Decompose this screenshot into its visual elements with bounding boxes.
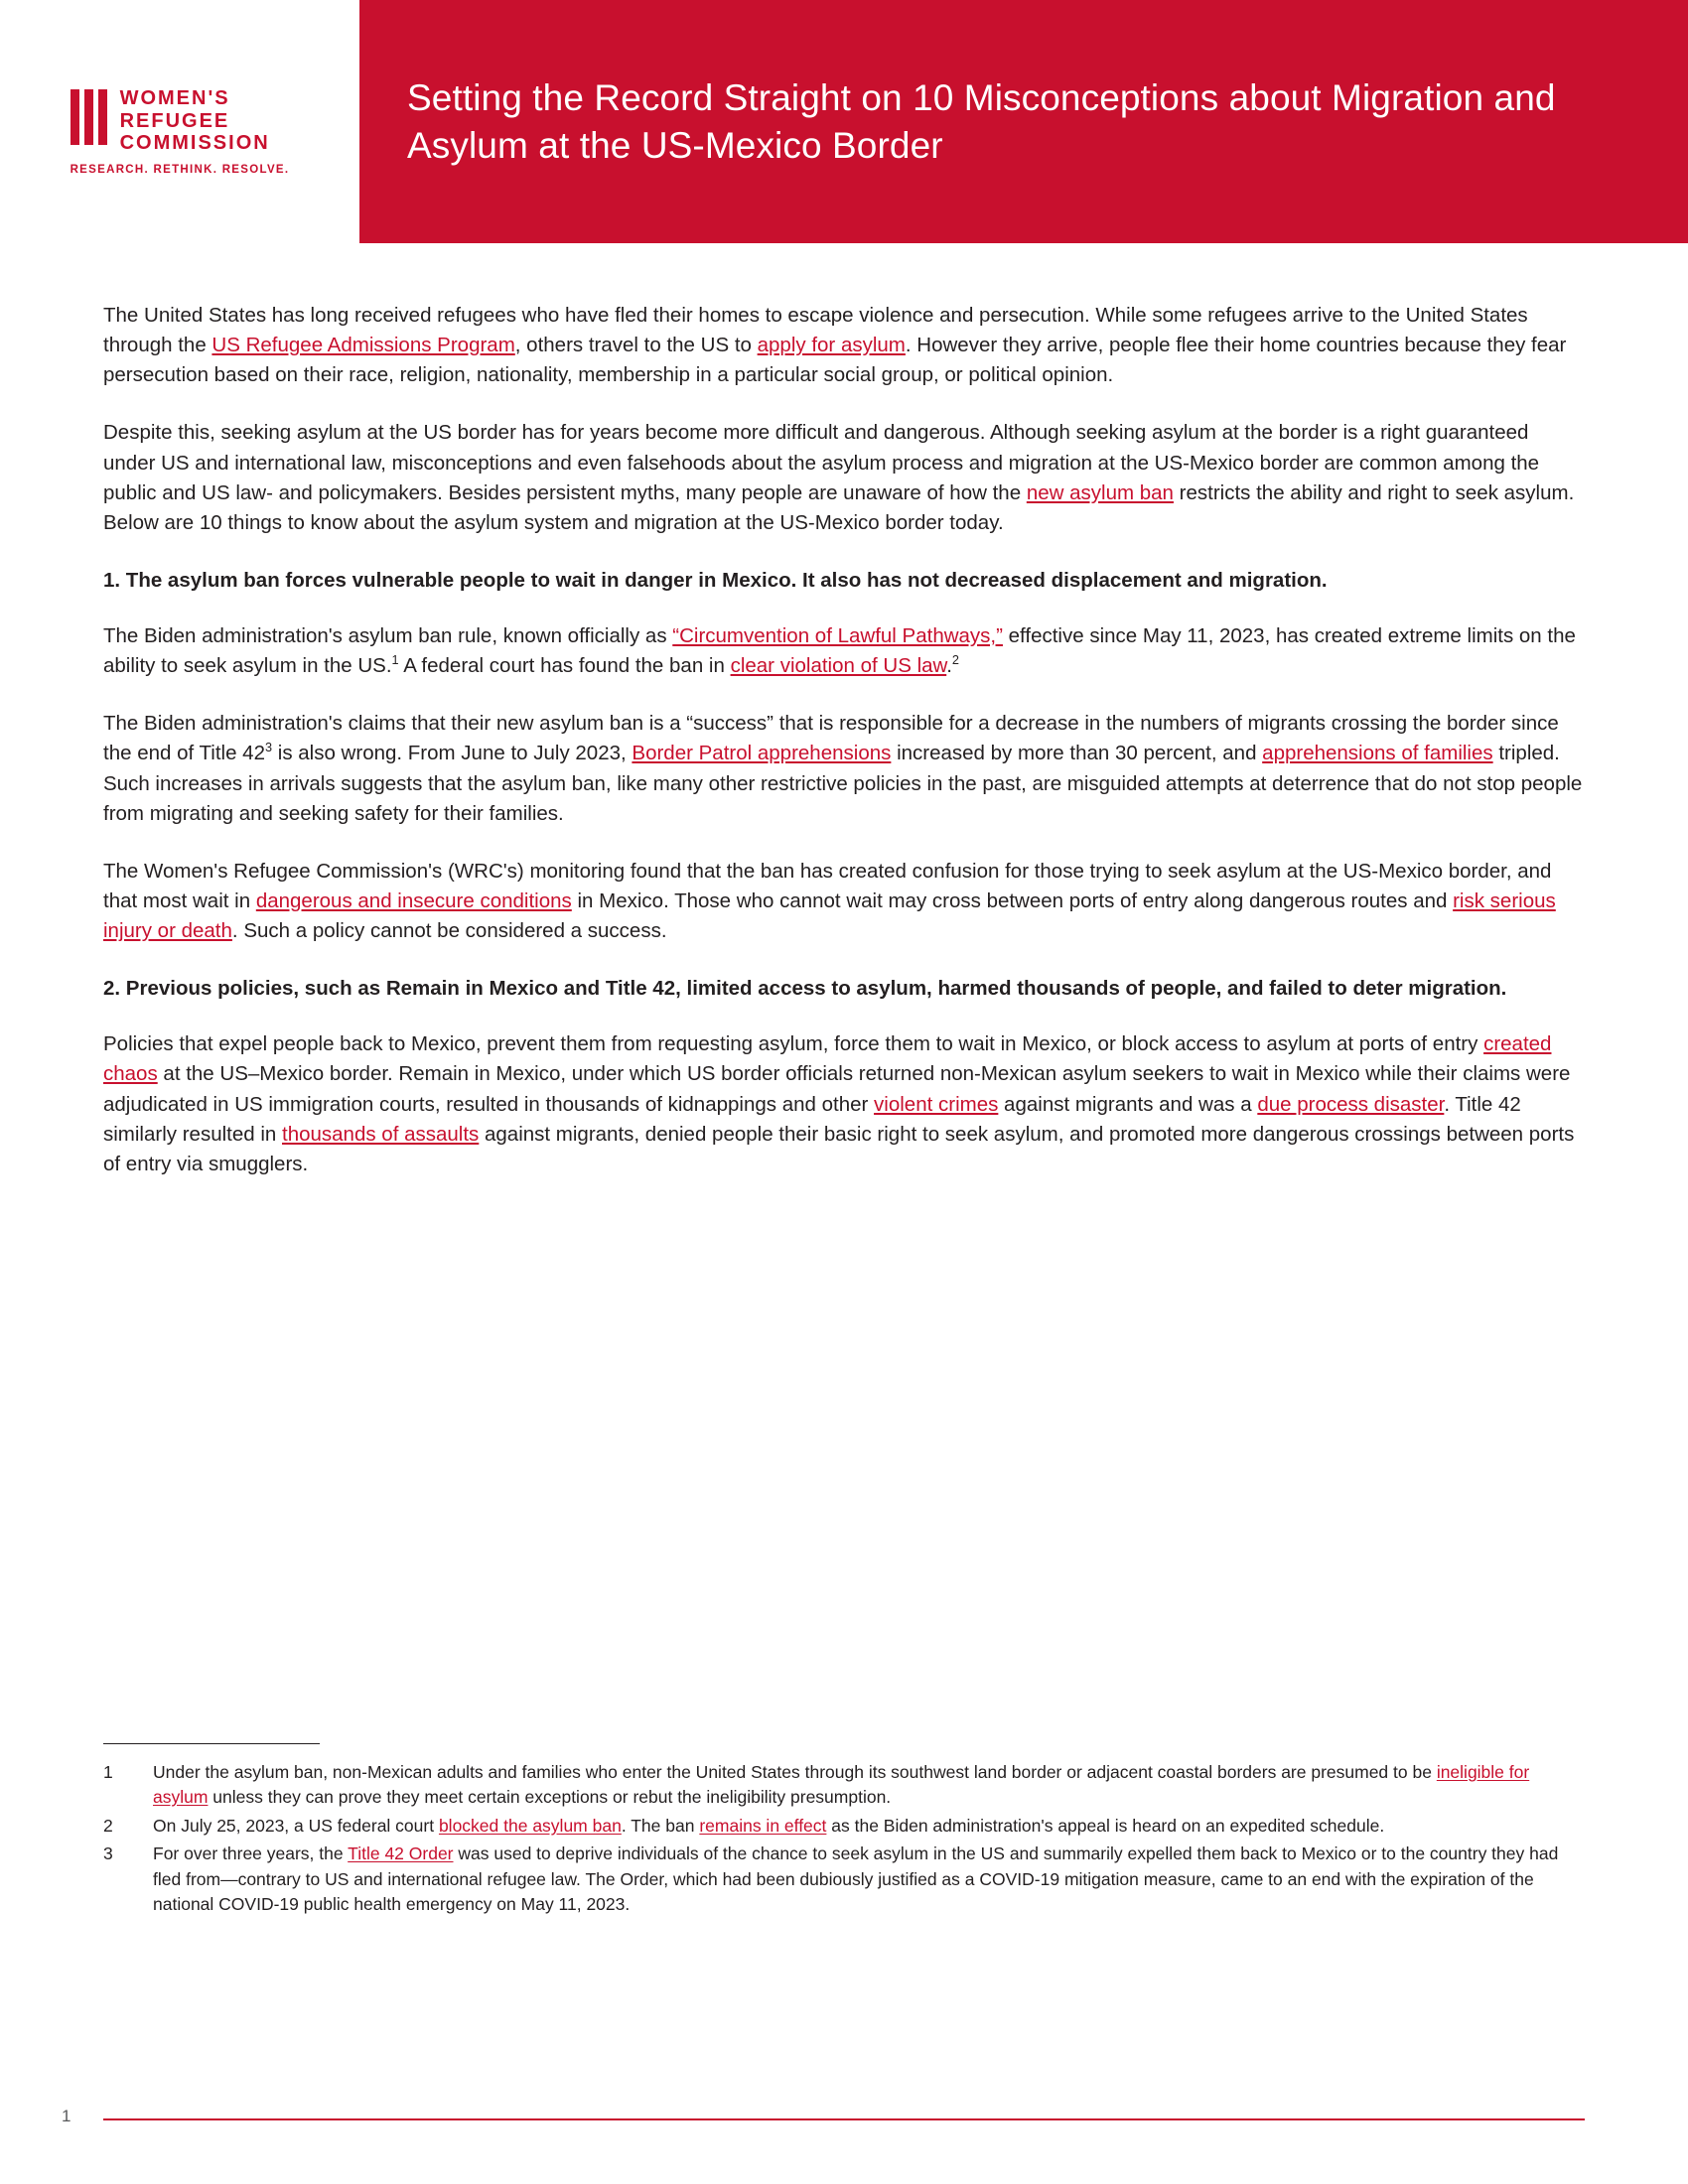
link-title-42-order[interactable]: Title 42 Order	[348, 1843, 454, 1864]
page-number: 1	[62, 2107, 71, 2125]
text-run: Under the asylum ban, non-Mexican adults and families who enter the United States through its southwest land border or adjacent coastal borders are presumed to be	[153, 1762, 1437, 1782]
text-run: The United States has long received refugees who have fled their homes to escape violence and persecution. While some refugees arrive to the United States through the	[103, 304, 1528, 357]
text-run: restricts the ability and right to seek asylum. Below are 10 things to know about the asylum system and migration at the US-Mexico border today.	[103, 480, 1575, 534]
paragraph-1-3	[103, 857, 1585, 946]
link-circumvention-of-lawful-pathways[interactable]: “Circumvention of Lawful Pathways,”	[672, 624, 1003, 647]
text-run: increased by more than 30 percent, and	[891, 742, 1263, 765]
text-run: For over three years, the	[153, 1843, 349, 1864]
text-run: On July 25, 2023, a US federal court	[153, 1815, 439, 1836]
link-violent-crimes[interactable]: violent crimes	[874, 1092, 999, 1116]
link-apply-for-asylum[interactable]: apply for asylum	[757, 334, 906, 357]
link-thousands-of-assaults[interactable]: thousands of assaults	[282, 1122, 480, 1146]
footnote-number: 2	[103, 1815, 113, 1836]
paragraph-intro-2	[103, 418, 1585, 538]
organization-logo	[0, 0, 359, 243]
text-run: Policies that expel people back to Mexico, prevent them from requesting asylum, force them to wait in Mexico, or block access to asylum at ports of entry	[103, 1032, 1484, 1056]
logo-line-2: REFUGEE	[119, 109, 230, 132]
link-dangerous-and-insecure-conditions[interactable]: dangerous and insecure conditions	[255, 888, 572, 912]
text-run: against migrants and was a	[998, 1092, 1258, 1116]
text-run: tripled. Such increases in arrivals suggests that the asylum ban, like many other restrictive policies in the past, are misguided attempts at deterrence that do not stop people from migrating and seeking safety for their families.	[103, 742, 1583, 825]
text-run: The Biden administration's asylum ban rule, known officially as	[103, 624, 673, 647]
footnote-text	[153, 1842, 1585, 1917]
title-band	[359, 0, 1688, 243]
text-run: in Mexico. Those who cannot wait may cross between ports of entry along dangerous routes and	[571, 888, 1454, 912]
link-us-refugee-admissions-program[interactable]: US Refugee Admissions Program	[211, 334, 515, 357]
link-ineligible-for-asylum[interactable]: ineligible for asylum	[153, 1762, 1530, 1808]
link-remains-in-effect[interactable]: remains in effect	[699, 1815, 827, 1836]
text-run: effective since May 11, 2023, has created extreme limits on the ability to seek asylum in the US.	[103, 624, 1576, 678]
text-run: unless they can prove they meet certain exceptions or rebut the ineligibility presumption.	[208, 1787, 892, 1808]
link-due-process-disaster[interactable]: due process disaster	[1257, 1092, 1445, 1116]
logo-line-1: WOMEN'S	[119, 87, 230, 110]
paragraph-intro-1	[103, 301, 1585, 390]
footnote-number: 1	[103, 1762, 113, 1782]
document-footer	[0, 2105, 1688, 2134]
text-run: .	[946, 654, 952, 678]
text-run: A federal court has found the ban in	[398, 654, 731, 678]
text-run: . However they arrive, people flee their home countries because they fear persecution based on their race, religion, nationality, membership in a particular social group, or political opinion.	[103, 334, 1567, 387]
link-blocked-the-asylum-ban[interactable]: blocked the asylum ban	[438, 1815, 622, 1836]
text-run: was used to deprive individuals of the chance to seek asylum in the US and summarily expelled them back to Mexico or to the country they had fled from—contrary to US and international refugee law. The Order, which had been dubiously justified as a COVID-19 mitigation measure, came to an end with the expiration of the national COVID-19 public health emergency on May 11, 2023.	[153, 1843, 1559, 1914]
text-run: . The ban	[621, 1815, 700, 1836]
paragraph-1-2	[103, 709, 1585, 829]
logo-tagline: RESEARCH. RETHINK. RESOLVE.	[70, 163, 290, 176]
link-apprehensions-of-families[interactable]: apprehensions of families	[1262, 742, 1493, 765]
text-run: as the Biden administration's appeal is heard on an expedited schedule.	[826, 1815, 1385, 1836]
logo-bars-icon	[70, 89, 107, 145]
text-run: , others travel to the US to	[514, 334, 758, 357]
link-risk-serious-injury-or-death[interactable]: risk serious injury or death	[103, 888, 1556, 942]
footnote-number: 3	[103, 1843, 113, 1864]
link-clear-violation-of-us-law[interactable]: clear violation of US law	[730, 654, 947, 678]
text-run: at the US–Mexico border. Remain in Mexico, under which US border officials returned non-Mexican asylum seekers to wait in Mexico while their claims were adjudicated in US immigration courts, resulted in thousands of kidnappings and other	[103, 1062, 1571, 1116]
section-heading-1: 1. The asylum ban forces vulnerable people to wait in danger in Mexico. It also has not decreased displacement and migration.	[103, 568, 1328, 592]
paragraph-2-1	[103, 1029, 1585, 1179]
page-title: Setting the Record Straight on 10 Misconceptions about Migration and Asylum at the US-Mexico Border	[407, 77, 1556, 166]
link-border-patrol-apprehensions[interactable]: Border Patrol apprehensions	[632, 742, 892, 765]
footnote-ref-3[interactable]: 3	[264, 740, 273, 755]
footnote-item	[103, 1760, 1585, 1811]
text-run: against migrants, denied people their basic right to seek asylum, and promoted more dangerous crossings between ports of entry via smugglers.	[103, 1122, 1575, 1175]
document-body	[0, 243, 1688, 1179]
section-heading-2: 2. Previous policies, such as Remain in Mexico and Title 42, limited access to asylum, harmed thousands of people, and failed to deter migration.	[103, 977, 1507, 1001]
text-run: is also wrong. From June to July 2023,	[272, 742, 633, 765]
footnote-item	[103, 1814, 1585, 1839]
footnote-text	[153, 1814, 1585, 1839]
footnote-separator	[103, 1743, 320, 1744]
footnote-ref-2[interactable]: 2	[951, 652, 959, 668]
footnote-text	[153, 1760, 1585, 1811]
text-run: Despite this, seeking asylum at the US border has for years become more difficult and dangerous. Although seeking asylum at the border is a right guaranteed under US and international law, misconceptions and even falsehoods about the asylum process and migration at the US-Mexico border are common among the public and US law- and policymakers. Besides persistent myths, many people are unaware of how the	[103, 421, 1540, 504]
footnotes-section	[103, 1743, 1585, 1920]
link-created-chaos[interactable]: created chaos	[103, 1032, 1552, 1086]
footnote-ref-1[interactable]: 1	[391, 652, 399, 668]
document-header	[0, 0, 1688, 243]
text-run: The Women's Refugee Commission's (WRC's) monitoring found that the ban has created confusion for those trying to seek asylum at the US-Mexico border, and that most wait in	[103, 859, 1552, 912]
text-run: The Biden administration's claims that their new asylum ban is a “success” that is responsible for a decrease in the numbers of migrants crossing the border since the end of Title 42	[103, 712, 1559, 765]
text-run: . Such a policy cannot be considered a success.	[231, 919, 667, 942]
text-run: . Title 42 similarly resulted in	[103, 1092, 1521, 1146]
logo-line-3: COMMISSION	[119, 132, 270, 155]
link-new-asylum-ban[interactable]: new asylum ban	[1026, 480, 1174, 504]
footnote-item	[103, 1842, 1585, 1917]
footer-rule	[103, 2118, 1585, 2120]
paragraph-1-1	[103, 621, 1585, 681]
